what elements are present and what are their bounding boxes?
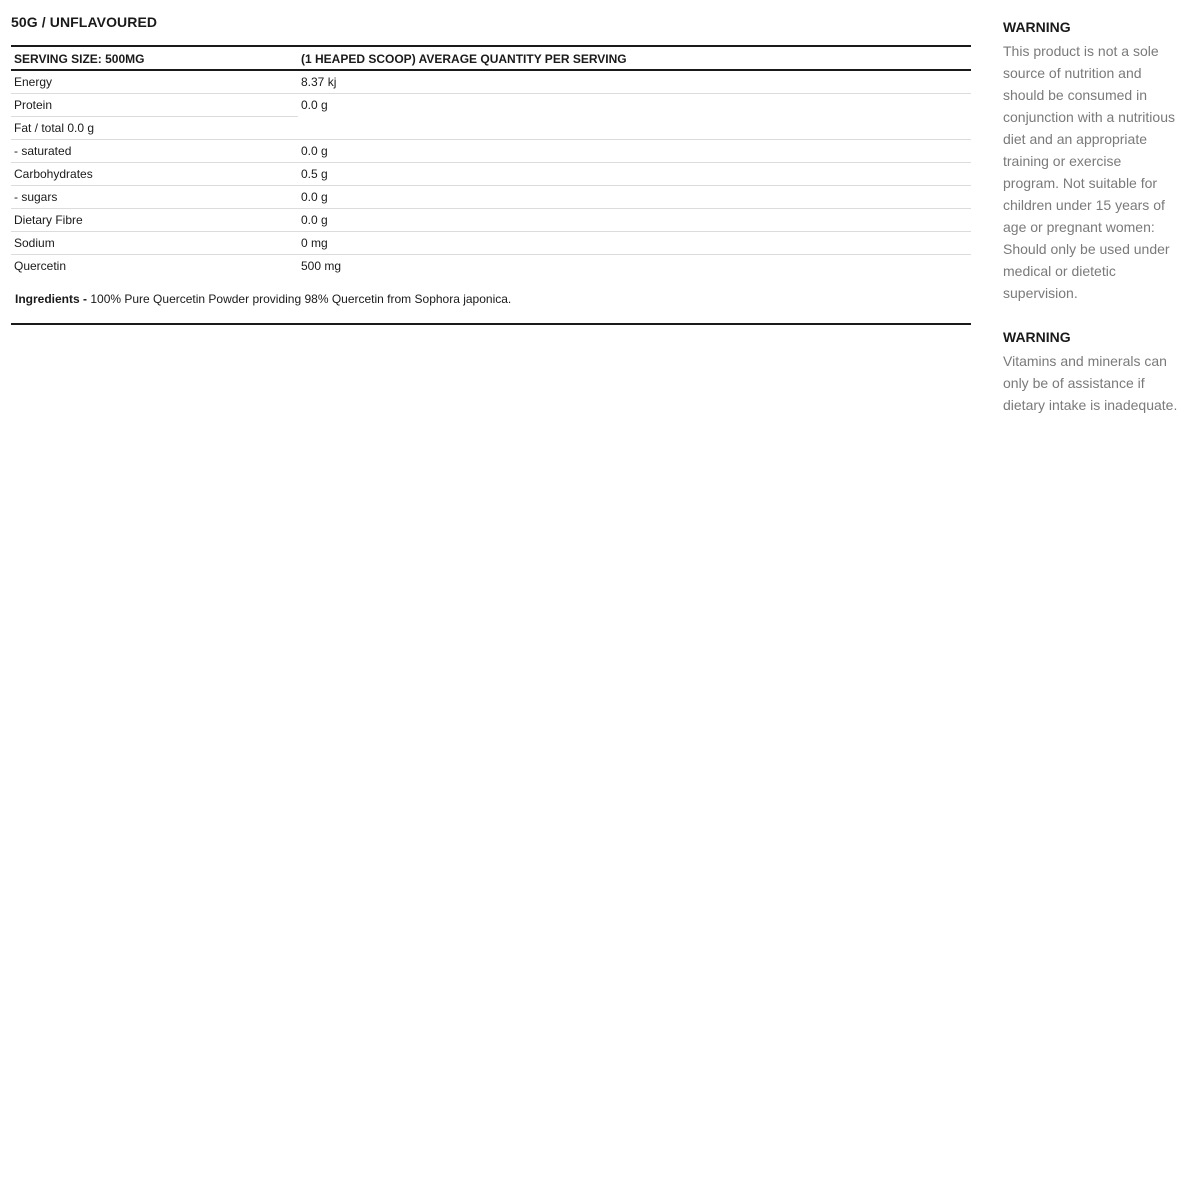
table-row [11, 186, 971, 209]
nutrient-value: 0.0 g [298, 209, 971, 232]
nutrient-name: Sodium [11, 232, 298, 255]
ingredients-text: 100% Pure Quercetin Powder providing 98% Quercetin from Sophora japonica. [87, 292, 512, 306]
nutrient-value: 0 mg [298, 232, 971, 255]
warning-title: WARNING [1003, 19, 1071, 35]
quantity-per-serving-header: (1 HEAPED SCOOP) AVERAGE QUANTITY PER SERVING [298, 46, 971, 70]
warning-text: Vitamins and minerals can only be of assistance if dietary intake is inadequate. [1003, 353, 1178, 413]
nutrition-header-row [11, 46, 971, 70]
table-row [11, 94, 971, 117]
nutrient-value: 0.0 g [301, 98, 328, 112]
nutrient-name: - saturated [11, 140, 298, 163]
variant-title: 50G / UNFLAVOURED [11, 14, 158, 30]
ingredients-label: Ingredients - [15, 292, 88, 306]
table-row [11, 255, 971, 278]
table-row [11, 70, 971, 94]
warning-text: This product is not a sole source of nutrition and should be consumed in conjunction with a nutritious diet and an appropriate training or exercise program. Not suitable for children under 15 years of age or pregnant women: Should only be used under medical or dietetic supervision. [1003, 43, 1175, 301]
nutrient-name: Dietary Fibre [11, 209, 298, 232]
nutrient-value: 500 mg [301, 259, 342, 273]
table-row [11, 209, 971, 232]
nutrient-name: Protein [11, 94, 298, 117]
nutrient-name: Fat / total 0.0 g [11, 117, 298, 140]
nutrition-table [11, 45, 971, 277]
serving-size-header: SERVING SIZE: 500MG [11, 46, 298, 70]
nutrient-name: Quercetin [14, 259, 67, 273]
warning-title: WARNING [1003, 329, 1071, 345]
nutrient-name: Energy [11, 70, 298, 94]
table-row [11, 117, 971, 140]
nutrient-value: 8.37 kj [298, 70, 971, 94]
table-row [11, 140, 971, 163]
nutrient-value: 0.0 g [298, 140, 971, 163]
warnings-sidebar [1003, 16, 1178, 438]
nutrition-panel [11, 12, 971, 325]
ingredients-section [11, 277, 971, 325]
nutrient-value: 0.0 g [298, 186, 971, 209]
nutrient-name: - sugars [11, 186, 298, 209]
nutrient-value [298, 117, 971, 140]
table-row [11, 232, 971, 255]
table-row [11, 163, 971, 186]
nutrient-name: Carbohydrates [11, 163, 298, 186]
nutrient-value: 0.5 g [298, 163, 971, 186]
